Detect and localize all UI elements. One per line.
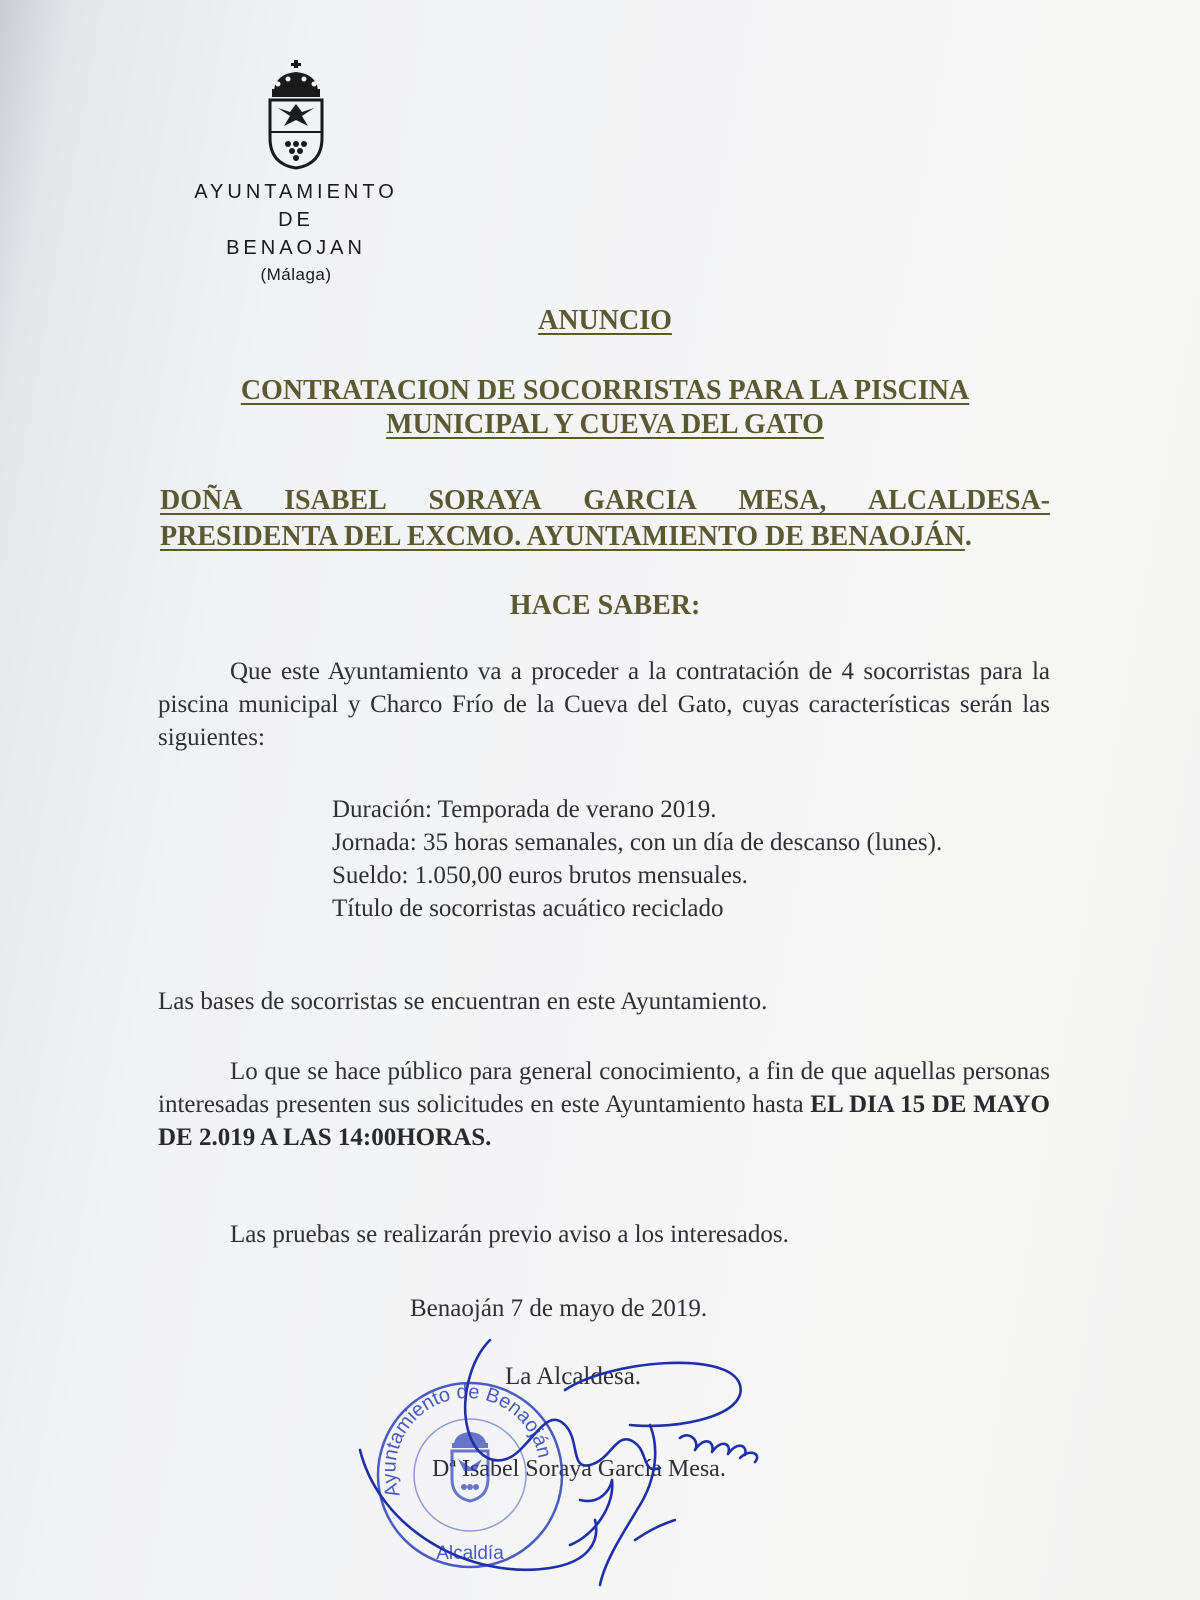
publication-text: Lo que se hace público para general conocimiento, a fin de que aquellas personas interesadas presenten sus solicitudes en este Ayuntamiento hasta bbox=[158, 1058, 1050, 1118]
intro-paragraph: Que este Ayuntamiento va a proceder a la contratación de 4 socorristas para la piscina municipal y Charco Frío de la Cueva del Gato, cuyas características serán las siguientes: bbox=[158, 658, 1050, 751]
issuer bbox=[160, 483, 1050, 555]
issuer-line-1: DOÑA ISABEL SORAYA GARCIA MESA, ALCALDESA- bbox=[160, 485, 1050, 516]
publication-paragraph bbox=[158, 1055, 1050, 1154]
letterhead-line-3: BENAOJAN bbox=[226, 237, 366, 259]
notice-title-line-1: CONTRATACION DE SOCORRISTAS PARA LA PISCINA bbox=[240, 375, 970, 406]
stamp-ring-text: Ayuntamiento de Benaoján bbox=[378, 1380, 556, 1500]
stamp-bottom-text: Alcaldía bbox=[436, 1543, 504, 1564]
bases-paragraph: Las bases de socorristas se encuentran en este Ayuntamiento. bbox=[158, 988, 768, 1015]
tests-paragraph: Las pruebas se realizarán previo aviso a los interesados. bbox=[230, 1221, 789, 1248]
conditions-list bbox=[332, 793, 1056, 925]
handwritten-signature bbox=[350, 1330, 820, 1600]
condition-qualification: Título de socorristas acuático reciclado bbox=[332, 895, 724, 922]
issuer-tail: . bbox=[964, 521, 972, 552]
notice-heading bbox=[150, 305, 1060, 337]
notice-title bbox=[150, 374, 1060, 442]
coat-of-arms-icon bbox=[264, 60, 328, 170]
signer-name: Dª Isabel Soraya García Mesa. bbox=[432, 1456, 726, 1482]
hace-saber: HACE SABER: bbox=[509, 590, 701, 621]
document-date: Benaoján 7 de mayo de 2019. bbox=[410, 1295, 708, 1322]
condition-schedule: Jornada: 35 horas semanales, con un día de descanso (lunes). bbox=[332, 829, 943, 856]
notice-heading-text: ANUNCIO bbox=[538, 305, 672, 336]
letterhead-province: (Málaga) bbox=[260, 265, 332, 284]
condition-salary: Sueldo: 1.050,00 euros brutos mensuales. bbox=[332, 862, 748, 889]
notice-title-line-2: MUNICIPAL Y CUEVA DEL GATO bbox=[386, 409, 824, 440]
issuer-line-2: PRESIDENTA DEL EXCMO. AYUNTAMIENTO DE BENAOJÁN bbox=[160, 521, 965, 552]
letterhead-line-2: DE bbox=[278, 209, 314, 231]
letterhead bbox=[170, 60, 422, 288]
condition-duration: Duración: Temporada de verano 2019. bbox=[332, 796, 717, 823]
signer-title: La Alcaldesa. bbox=[505, 1363, 642, 1390]
letterhead-line-1: AYUNTAMIENTO bbox=[194, 181, 398, 203]
deadline-text: EL DIA 15 DE MAYO DE 2.019 A LAS 14:00HORAS. bbox=[158, 1091, 1050, 1151]
